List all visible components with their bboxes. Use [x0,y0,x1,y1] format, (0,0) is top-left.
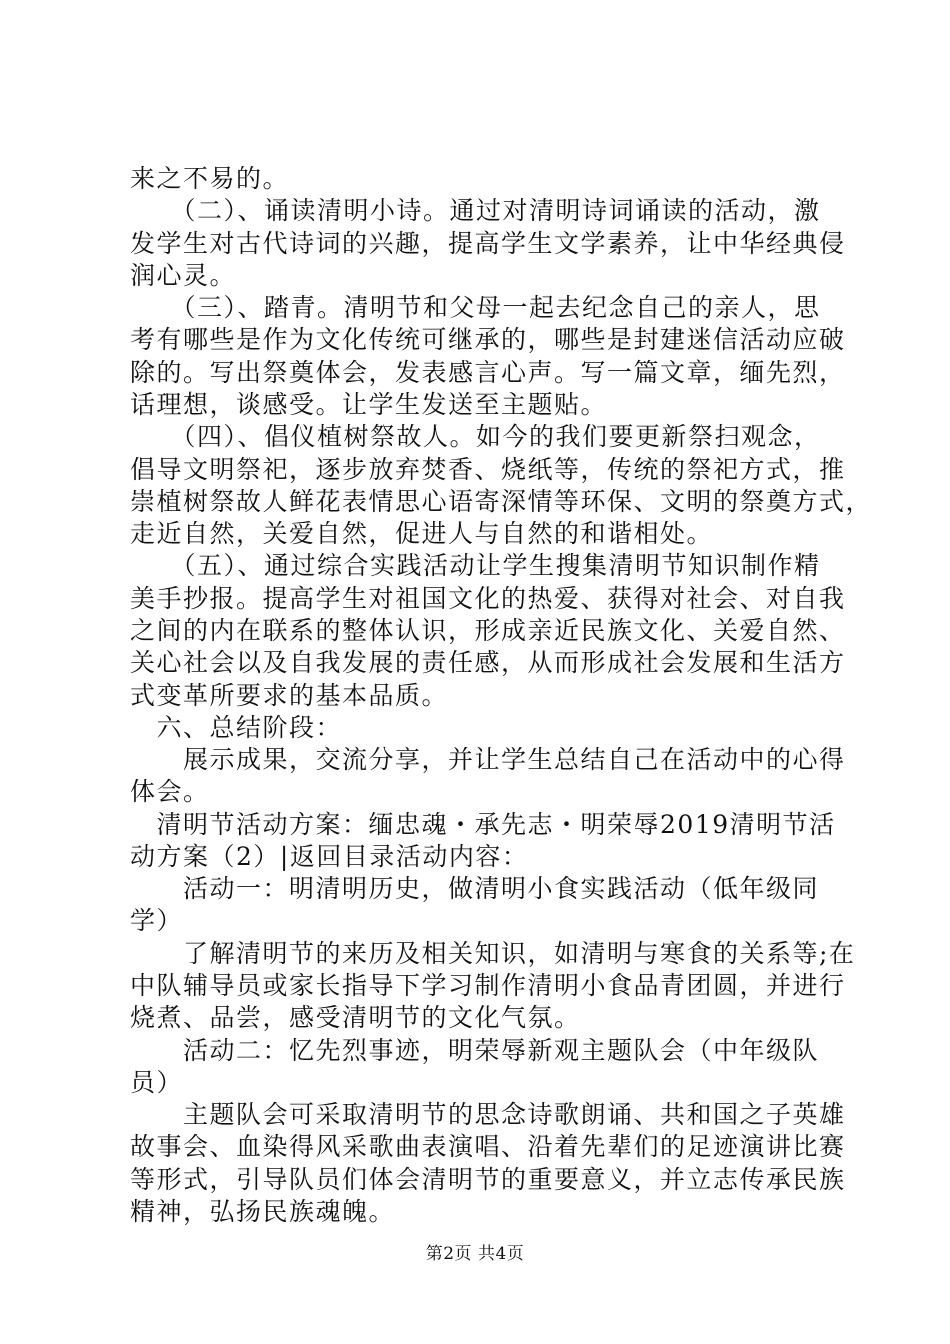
text-line: 走近自然，关爱自然，促进人与自然的和谐相处。 [130,519,714,548]
text-line: 考有哪些是作为文化传统可继承的，哪些是封建迷信活动应破 [130,325,846,354]
text-line: 式变革所要求的基本品质。 [130,681,449,710]
text-line: （五）、通过综合实践活动让学生搜集清明节知识制作精 [130,551,821,580]
text-line: （三）、踏青。清明节和父母一起去纪念自己的亲人，思 [130,293,821,322]
text-line: 等形式，引导队员们体会清明节的重要意义，并立志传承民族 [130,1165,846,1194]
text-line: 活动二：忆先烈事迹，明荣辱新观主题队会（中年级队 [130,1036,820,1065]
text-line: 美手抄报。提高学生对祖国文化的热爱、获得对社会、对自我 [130,584,846,613]
text-line: （二）、诵读清明小诗。通过对清明诗词诵读的活动，激 [130,196,821,225]
section-heading: 六、总结阶段： [130,713,343,742]
text-line: 了解清明节的来历及相关知识，如清明与寒食的关系等;在 [130,939,856,968]
text-line: 精神，弘扬民族魂魄。 [130,1197,396,1226]
text-line: 烧煮、品尝，感受清明节的文化气氛。 [130,1003,581,1032]
text-line: 来之不易的。 [130,164,290,193]
text-line: 活动一：明清明历史，做清明小食实践活动（低年级同 [130,874,820,903]
text-line: 主题队会可采取清明节的思念诗歌朗诵、共和国之子英雄 [130,1100,846,1129]
text-line: 展示成果，交流分享，并让学生总结自己在活动中的心得 [130,745,846,774]
text-line: 崇植树祭故人鲜花表情思心语寄深情等环保、文明的祭奠方式， [130,487,873,516]
text-line: 体会。 [130,777,210,806]
page-number-footer: 第2页 共4页 [425,1244,525,1264]
text-line: 动方案（2）|返回目录活动内容： [130,842,529,871]
text-line: 之间的内在联系的整体认识，形成亲近民族文化、关爱自然、 [130,616,846,645]
text-line: 发学生对古代诗词的兴趣，提高学生文学素养，让中华经典侵 [130,229,846,258]
text-line: 润心灵。 [130,261,237,290]
text-line: 话理想，谈感受。让学生发送至主题贴。 [130,390,608,419]
text-line: 关心社会以及自我发展的责任感，从而形成社会发展和生活方 [130,648,846,677]
text-line: 学） [130,906,184,935]
text-line: 倡导文明祭祀，逐步放弃焚香、烧纸等，传统的祭祀方式，推 [130,455,846,484]
text-line: 员） [130,1068,184,1097]
text-line: 清明节活动方案：缅忠魂・承先志・明荣辱2019清明节活 [130,810,836,839]
text-line: （四）、倡仪植树祭故人。如今的我们要更新祭扫观念， [130,422,821,451]
text-line: 中队辅导员或家长指导下学习制作清明小食品青团圆，并进行 [130,971,846,1000]
text-line: 除的。写出祭奠体会，发表感言心声。写一篇文章，缅先烈， [130,358,846,387]
text-line: 故事会、血染得风采歌曲表演唱、沿着先辈们的足迹演讲比赛 [130,1132,846,1161]
